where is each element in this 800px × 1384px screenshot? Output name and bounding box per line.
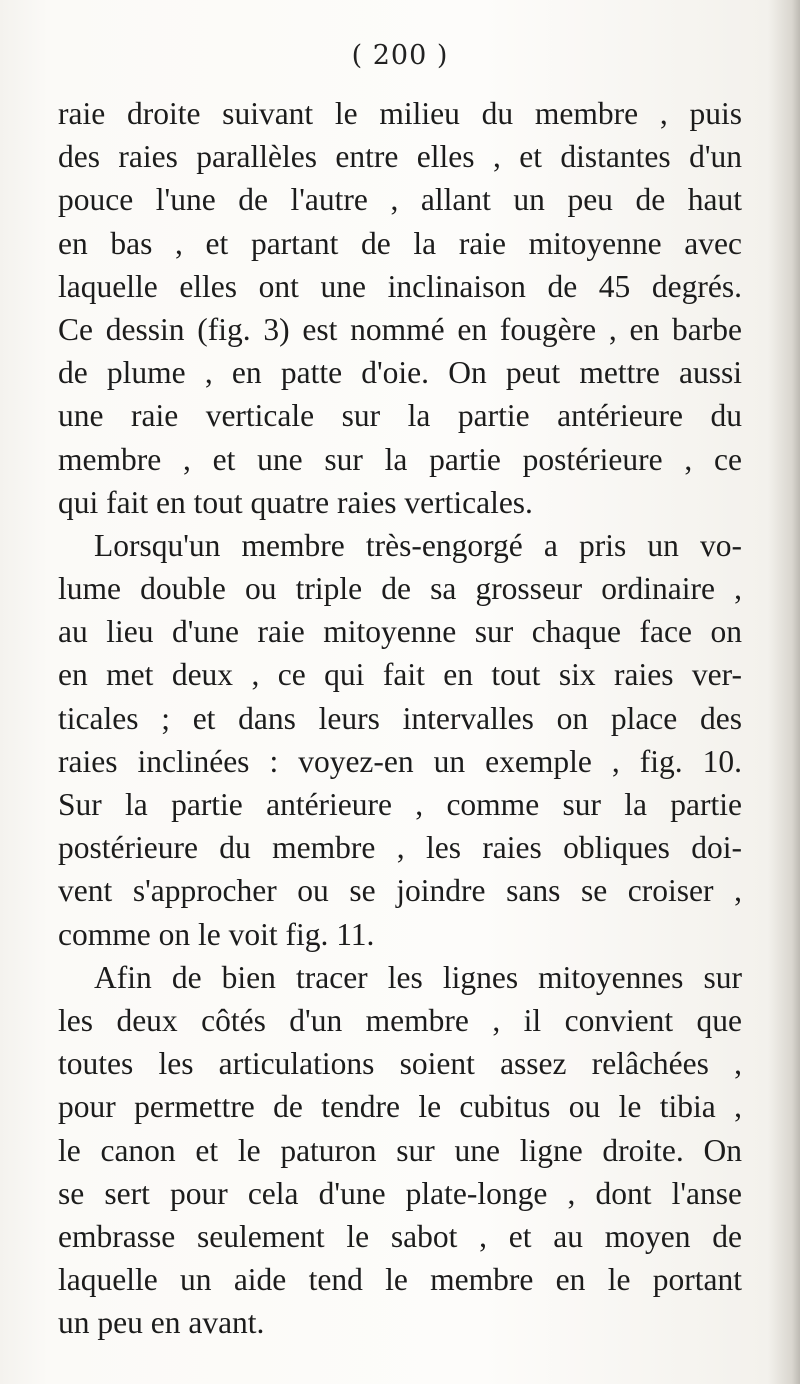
- text-line: raie droite suivant le milieu du membre , puis: [58, 96, 742, 131]
- text-line: pouce l'une de l'autre , allant un peu de haut: [58, 182, 742, 218]
- text-line: Afin de bien tracer les lignes mitoyennes sur: [94, 959, 742, 995]
- page-number: ( 200 ): [351, 40, 449, 71]
- text-line: qui fait en tout quatre raies verticales.: [58, 484, 533, 520]
- text-line: une raie verticale sur la partie antérieure du: [58, 398, 742, 434]
- text-line: ticales ; et dans leurs intervalles on place des: [58, 700, 742, 736]
- text-line: toutes les articulations soient assez relâchées ,: [58, 1046, 742, 1082]
- text-line: pour permettre de tendre le cubitus ou le tibia ,: [58, 1089, 742, 1125]
- text-line: de plume , en patte d'oie. On peut mettre aussi: [58, 355, 742, 391]
- text-line: lume double ou triple de sa grosseur ordinaire ,: [58, 571, 742, 607]
- text-line: comme on le voit fig. 11.: [58, 916, 375, 952]
- text-line: laquelle elles ont une inclinaison de 45 degrés.: [58, 268, 742, 304]
- text-line: vent s'approcher ou se joindre sans se croiser ,: [58, 873, 742, 909]
- text-line: au lieu d'une raie mitoyenne sur chaque face on: [58, 614, 742, 650]
- text-line: des raies parallèles entre elles , et distantes d'un: [58, 139, 742, 175]
- text-line: le canon et le paturon sur une ligne droite. On: [58, 1132, 742, 1168]
- body-text: [58, 92, 742, 1344]
- text-line: se sert pour cela d'une plate-longe , dont l'anse: [58, 1175, 742, 1211]
- text-line: en met deux , ce qui fait en tout six raies ver-: [58, 657, 742, 693]
- text-line: embrasse seulement le sabot , et au moyen de: [58, 1218, 742, 1254]
- text-line: laquelle un aide tend le membre en le portant: [58, 1262, 742, 1298]
- text-line: membre , et une sur la partie postérieure , ce: [58, 441, 742, 477]
- text-line: en bas , et partant de la raie mitoyenne avec: [58, 225, 742, 261]
- text-line: les deux côtés d'un membre , il convient que: [58, 1002, 742, 1038]
- text-line: Lorsqu'un membre très-engorgé a pris un vo-: [94, 527, 742, 563]
- text-line: Sur la partie antérieure , comme sur la partie: [58, 787, 742, 822]
- text-line: raies inclinées : voyez-en un exemple , fig. 10.: [58, 743, 742, 779]
- text-line: un peu en avant.: [58, 1305, 265, 1341]
- text-line: postérieure du membre , les raies obliques doi-: [58, 830, 742, 866]
- text-line: Ce dessin (fig. 3) est nommé en fougère , en barbe: [58, 311, 742, 347]
